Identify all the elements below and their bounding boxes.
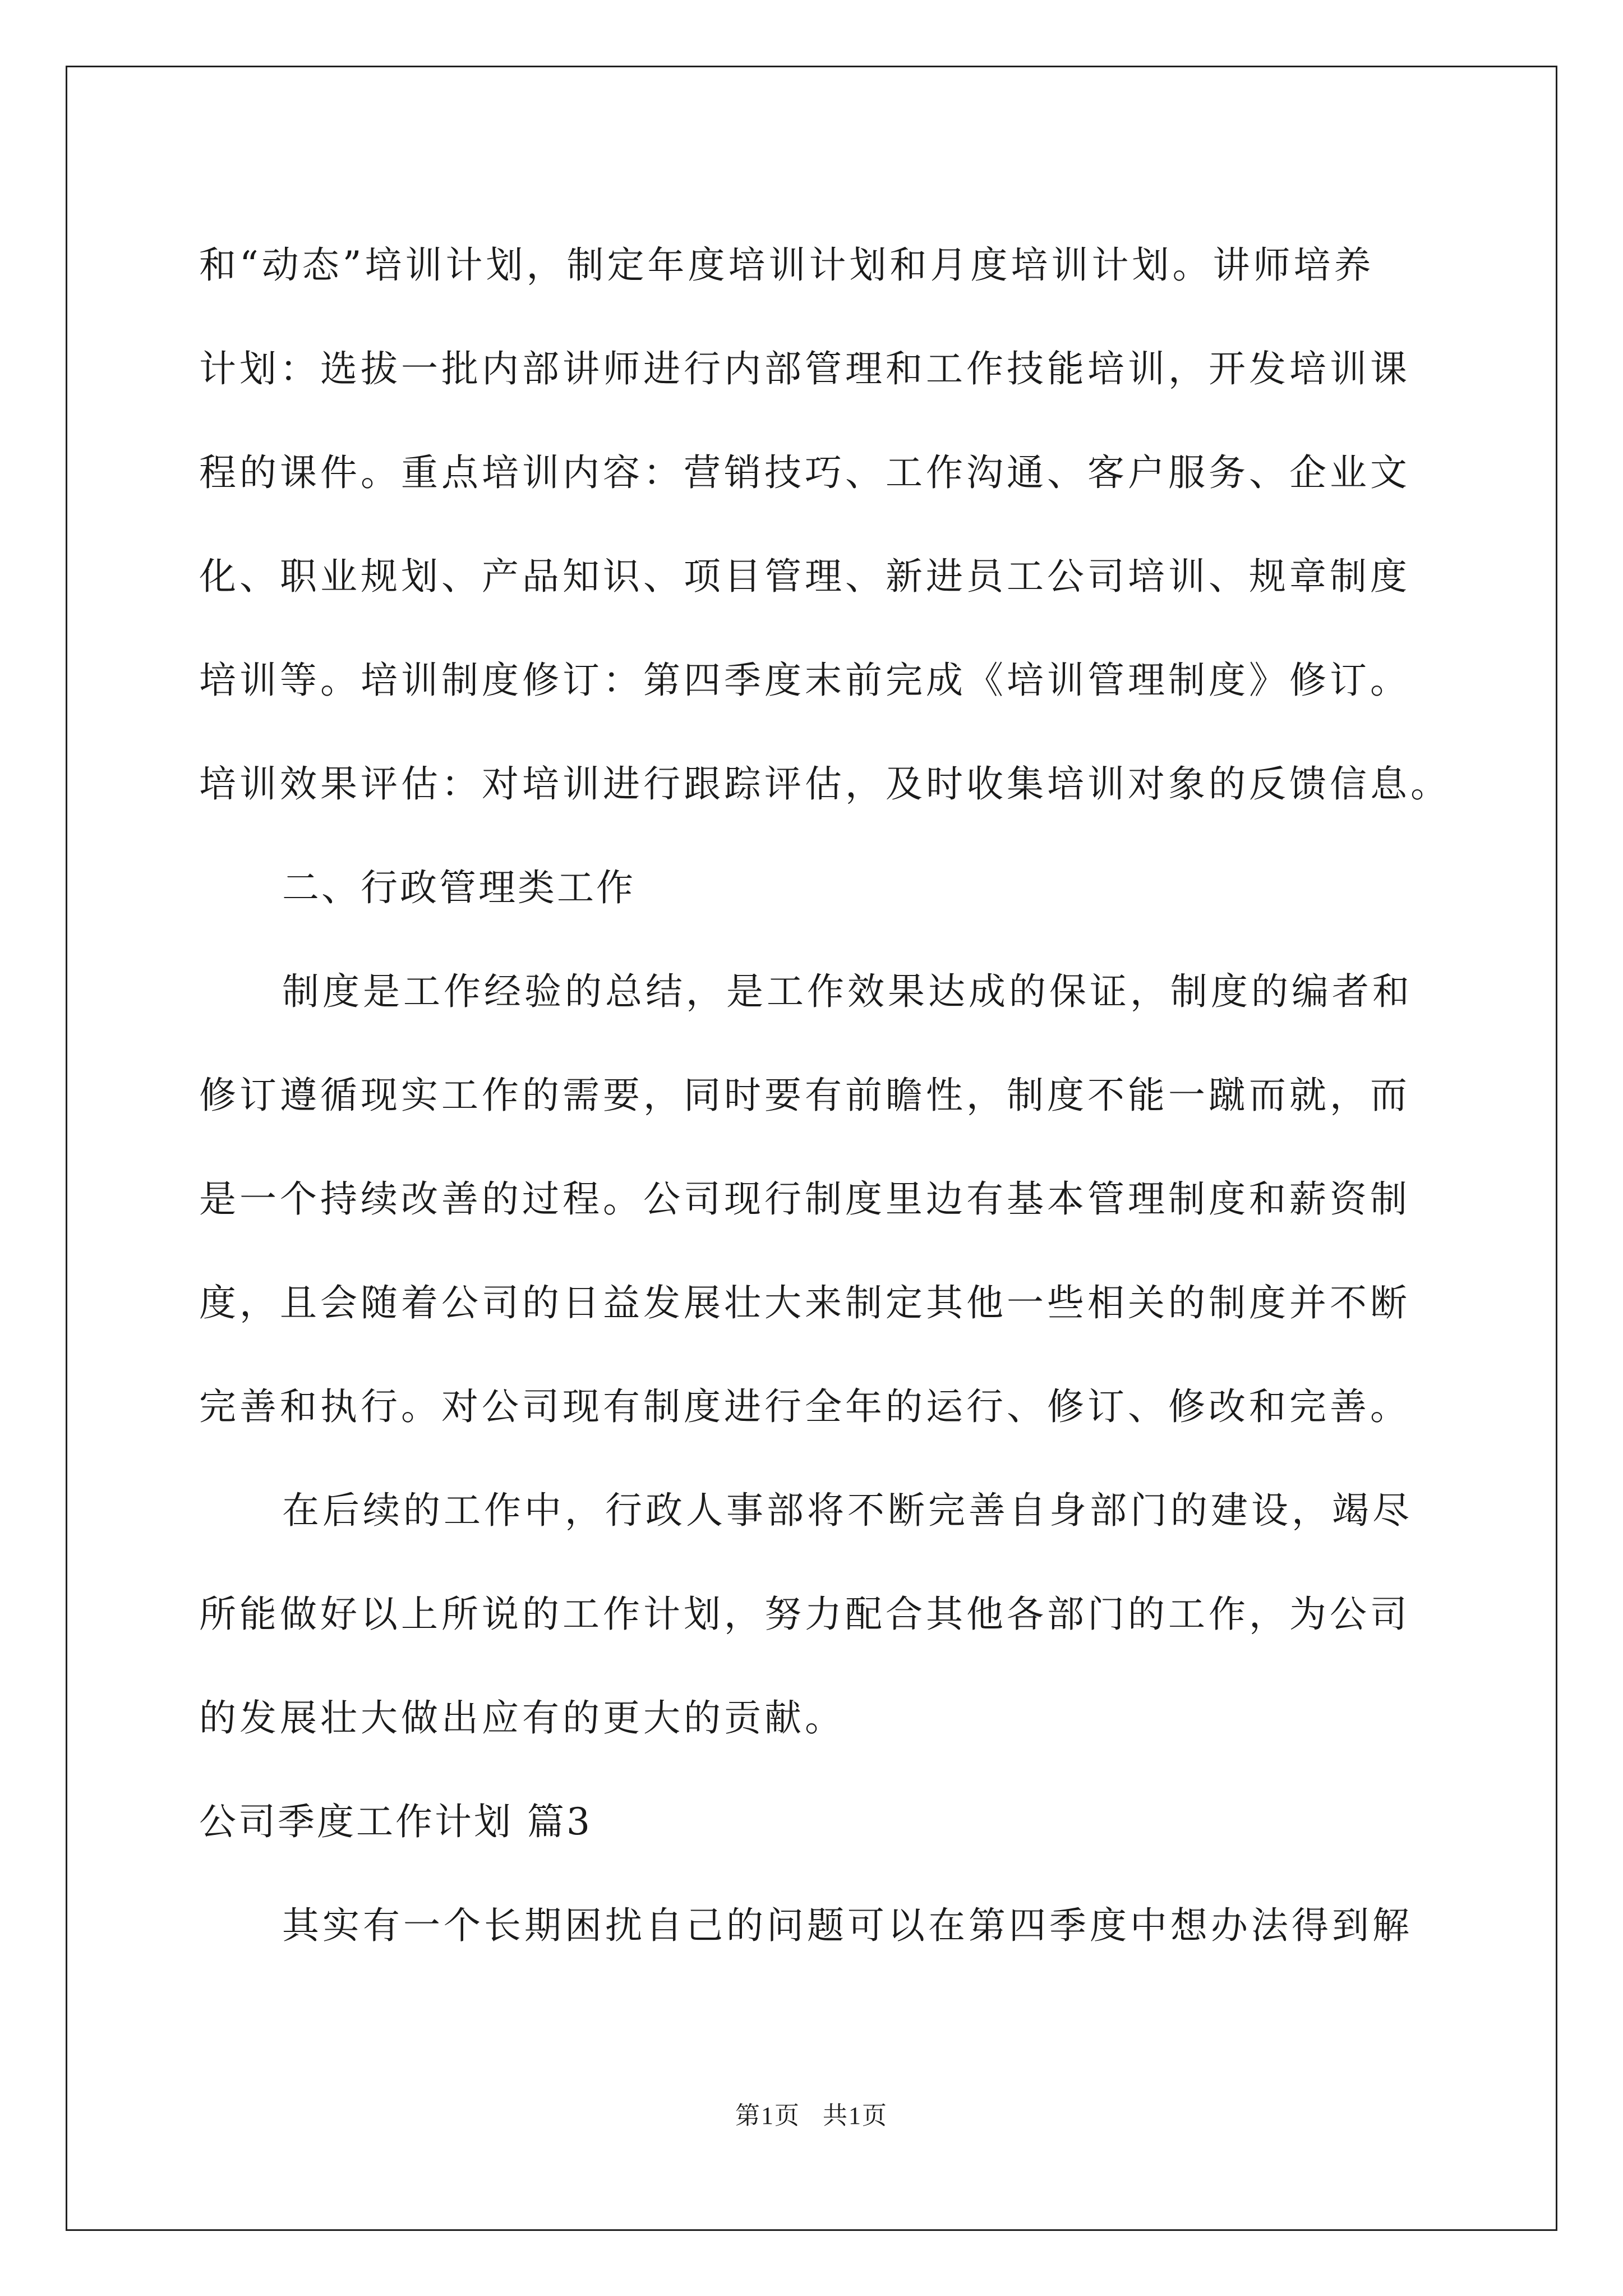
paragraph-line: 是一个持续改善的过程。公司现行制度里边有基本管理制度和薪资制 xyxy=(199,1177,1410,1221)
paragraph-line: 化、职业规划、产品知识、项目管理、新进员工公司培训、规章制度 xyxy=(199,555,1410,598)
page-number: 第1页 xyxy=(735,2102,800,2129)
paragraph-line: 培训等。培训制度修订：第四季度末前完成《培训管理制度》修订。 xyxy=(199,659,1410,702)
paragraph-line: 修订遵循现实工作的需要，同时要有前瞻性，制度不能一蹴而就，而 xyxy=(199,1074,1410,1117)
document-body xyxy=(199,213,1451,1977)
page-total: 共1页 xyxy=(823,2102,888,2129)
paragraph-line: 程的课件。重点培训内容：营销技巧、工作沟通、客户服务、企业文 xyxy=(199,451,1410,494)
page-footer xyxy=(0,2095,1623,2131)
paragraph-line: 在后续的工作中，行政人事部将不断完善自身部门的建设，竭尽 xyxy=(282,1489,1413,1532)
paragraph-line: 度，且会随着公司的日益发展壮大来制定其他一些相关的制度并不断 xyxy=(199,1281,1410,1324)
paragraph-line: 完善和执行。对公司现有制度进行全年的运行、修订、修改和完善。 xyxy=(199,1385,1410,1428)
paragraph-line: 计划：选拔一批内部讲师进行内部管理和工作技能培训，开发培训课 xyxy=(199,347,1410,390)
paragraph-line: 培训效果评估：对培训进行跟踪评估，及时收集培训对象的反馈信息。 xyxy=(199,762,1451,806)
paragraph-line: 所能做好以上所说的工作计划，努力配合其他各部门的工作，为公司 xyxy=(199,1593,1410,1636)
paragraph-line: 的发展壮大做出应有的更大的贡献。 xyxy=(199,1696,845,1740)
paragraph-line: 制度是工作经验的总结，是工作效果达成的保证，制度的编者和 xyxy=(282,970,1413,1013)
section-heading: 二、行政管理类工作 xyxy=(282,866,635,909)
paragraph-line: 其实有一个长期困扰自己的问题可以在第四季度中想办法得到解 xyxy=(282,1904,1413,1947)
paragraph-line: 和“动态”培训计划，制定年度培训计划和月度培训计划。讲师培养 xyxy=(199,243,1375,287)
article-title: 公司季度工作计划 篇3 xyxy=(199,1800,592,1843)
